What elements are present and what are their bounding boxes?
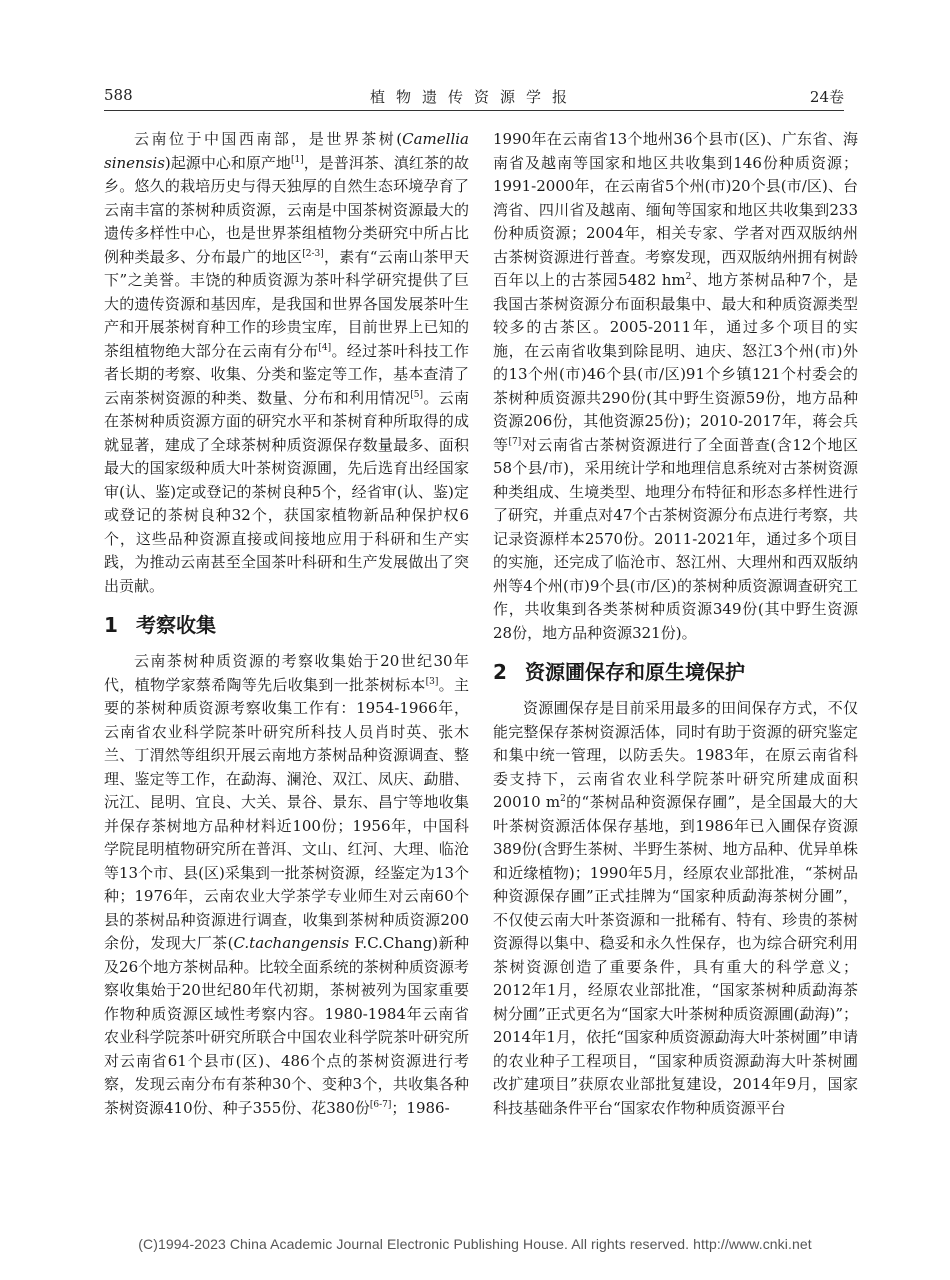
superscript: 2: [560, 794, 566, 804]
collection-paragraph: 云南茶树种质资源的考察收集始于20世纪30年代，植物学家蔡希陶等先后收集到一批茶树标本[3]。主要的茶树种质资源考察收集工作有：1954-1966年，云南省农业科学院茶叶研究所科技人员肖时英、张木兰、丁渭然等组织开展云南地方茶树品种资源调查、整理、鉴定等工作，在勐海、澜沧、双江、凤庆、勐腊、沅江、昆明、宜良、大关、景谷、景东、昌宁等地收集并保存茶树地方品种材料近100份；1956年，中国科学院昆明植物研究所在普洱、文山、红河、大理、临沧等13个市、县(区)采集到一批茶树资源，经鉴定为13个种；1976年，云南农业大学茶学专业师生对云南60个县的茶树品种资源进行调查，收集到茶树种质资源200余份，发现大厂茶(C.tachangensis F.C.Chang)新种及26个地方茶树品种。比较全面系统的茶树种质资源考察收集始于20世纪80年代初期，茶树被列为国家重要作物种质资源区域性考察内容。1980-1984年云南省农业科学院茶叶研究所联合中国农业科学院茶叶研究所对云南省61个县市(区)、486个点的茶树资源进行考察，发现云南分布有茶种30个、变种3个，共收集各种茶树资源410份、种子355份、花380份[6-7]；1986-: [104, 652, 470, 1117]
citation: [4]: [318, 342, 332, 353]
citation: [2-3]: [302, 248, 324, 259]
citation: [7]: [508, 436, 522, 447]
volume-label: 24卷: [809, 88, 844, 106]
superscript: 2: [685, 272, 692, 282]
citation: [3]: [425, 676, 439, 687]
header-rule: [104, 110, 844, 111]
right-column: [493, 128, 858, 1120]
section-heading-2: 2 资源圃保存和原生境保护: [493, 660, 745, 684]
left-column: [104, 128, 469, 1120]
citation: [5]: [410, 389, 424, 400]
copyright-footer: (C)1994-2023 China Academic Journal Electronic Publishing House. All rights reserved. http://www.cnki.net: [138, 1236, 812, 1252]
collection-paragraph-cont: 1990年在云南省13个地州36个县市(区)、广东省、海南省及越南等国家和地区共收集到146份种质资源；1991-2000年，在云南省5个州(市)20个县(市/区)、台湾省、四川省及越南、缅甸等国家和地区共收集到233份种质资源；2004年，相关专家、学者对西双版纳州古茶树资源进行普查。考察发现，西双版纳州拥有树龄百年以上的古茶园5482 $hm^2$、地方茶树品种7个，是我国古茶树资源分布面积最集中、最大和种质资源类型较多的古茶区。2005-2011年，通过多个项目的实施，在云南省收集到除昆明、迪庆、怒江3个州(市)外的13个州(市)46个县(市/区)91个乡镇121个村委会的茶树种质资源共290份(其中野生资源59份，地方品种资源206份，其他资源25份)；2010-2017年，蒋会兵等[7]对云南省古茶树资源进行了全面普查(含12个地区58个县/市)，采用统计学和地理信息系统对古茶树资源种类组成、生境类型、地理分布特征和形态多样性进行了研究，并重点对47个古茶树资源分布点进行考察，共记录资源样本2570份。2011-2021年，通过多个项目的实施，还完成了临沧市、怒江州、大理州和西双版纳州等4个州(市)9个县(市/区)的茶树种质资源调查研究工作，共收集到各类茶树种质资源349份(其中野生资源28份，地方品种资源321份)。: [493, 130, 859, 642]
page-number: 588: [104, 86, 133, 104]
citation: [1]: [290, 154, 304, 165]
running-header: [104, 86, 844, 110]
journal-title: 植物遗传资源学报: [369, 88, 578, 106]
conservation-paragraph: 资源圃保存是目前采用最多的田间保存方式，不仅能完整保存茶树资源活体，同时有助于资源的研究鉴定和集中统一管理，以防丢失。1983年，在原云南省科委支持下，云南省农业科学院茶叶研究所建成面积20010 $m^2$的“茶树品种资源保存圃”，是全国最大的大叶茶树资源活体保存基地，到1986年已入圃保存资源389份(含野生茶树、半野生茶树、地方品种、优异单株和近缘植物)；1990年5月，经原农业部批准，“茶树品种资源保存圃”正式挂牌为“国家种质勐海茶树分圃”，不仅使云南大叶茶资源和一批稀有、特有、珍贵的茶树资源得以集中、稳妥和永久性保存，也为综合研究利用茶树资源创造了重要条件，具有重大的科学意义；2012年1月，经原农业部批准，“国家茶树种质勐海茶树分圃”正式更名为“国家大叶茶树种质资源圃(勐海)”；2014年1月，依托“国家种质资源勐海大叶茶树圃”申请的农业种子工程项目，“国家种质资源勐海大叶茶树圃改扩建项目”获原农业部批复建设，2014年9月，国家科技基础条件平台“国家农作物种质资源平台: [493, 699, 858, 1117]
intro-paragraph: 云南位于中国西南部，是世界茶树(Camellia sinensis)起源中心和原产地[1]，是普洱茶、滇红茶的故乡。悠久的栽培历史与得天独厚的自然生态环境孕育了云南丰富的茶树种质资源，云南是中国茶树资源最大的遗传多样性中心，也是世界茶组植物分类研究中所占比例种类最多、分布最广的地区[2-3]，素有“云南山茶甲天下”之美誉。丰饶的种质资源为茶叶科学研究提供了巨大的遗传资源和基因库，是我国和世界各国发展茶叶生产和开展茶树育种工作的珍贵宝库，目前世界上已知的茶组植物绝大部分在云南有分布[4]。经过茶叶科技工作者长期的考察、收集、分类和鉴定等工作，基本查清了云南茶树资源的种类、数量、分布和利用情况[5]。云南在茶树种质资源方面的研究水平和茶树育种所取得的成就显著，建成了全球茶树种质资源保存数量最多、面积最大的国家级种质大叶茶树资源圃，先后选育出经国家审(认、鉴)定或登记的茶树良种5个，经省审(认、鉴)定或登记的茶树良种32个，获国家植物新品种保护权6个，这些品种资源直接或间接地应用于科研和生产实践，为推动云南甚至全国茶叶科研和生产发展做出了突出贡献。: [104, 130, 469, 595]
section-heading-1: 1 考察收集: [104, 613, 216, 637]
citation: [6-7]: [369, 1099, 392, 1110]
